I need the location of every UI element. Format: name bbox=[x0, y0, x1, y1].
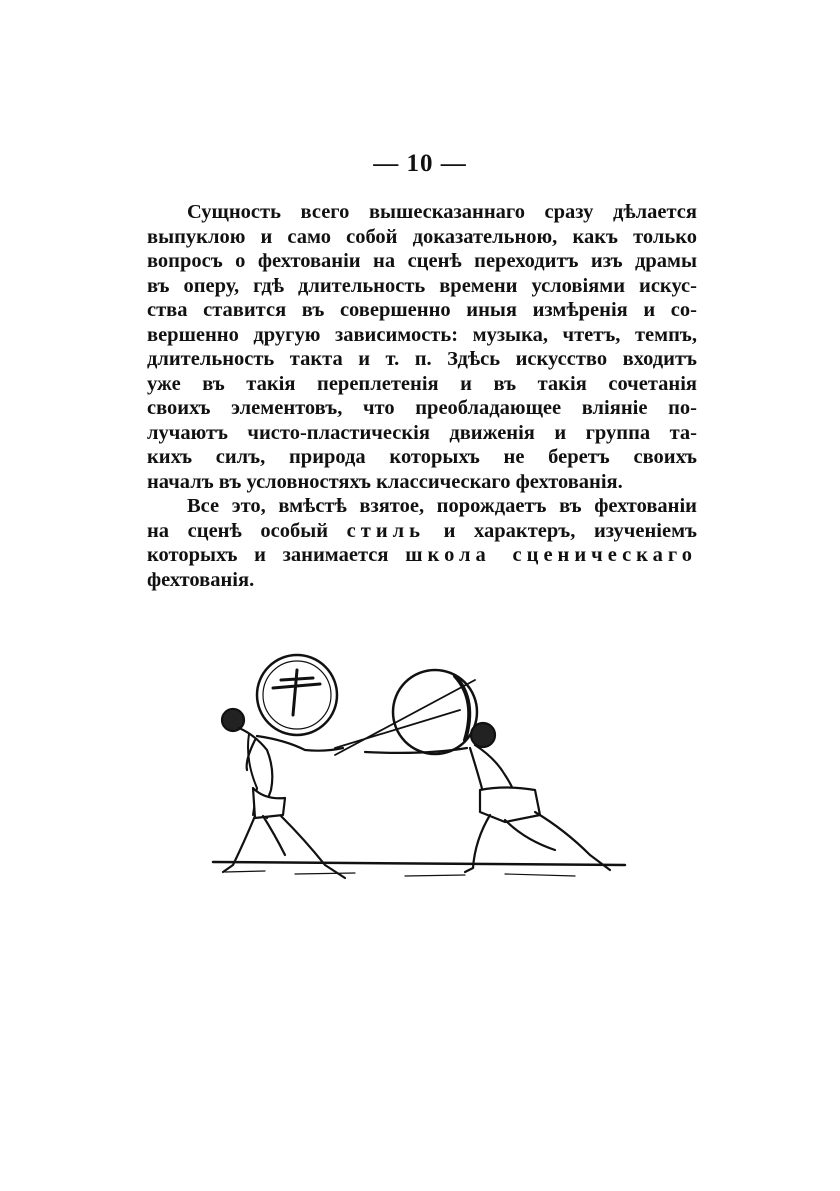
text-line bbox=[147, 543, 697, 568]
left-leg-front bbox=[281, 816, 345, 878]
spaced-term: стиль bbox=[346, 519, 425, 542]
text-line: вопросъ о фехтованіи на сценѣ переходитъ изъ драмы bbox=[147, 250, 697, 272]
text-line: фехтованія. bbox=[147, 568, 255, 591]
text-line: вершенно другую зависимость: музыка, чтетъ, темпъ, bbox=[147, 323, 697, 346]
text-line: длительность такта и т. п. Здѣсь искусство входитъ bbox=[147, 348, 697, 370]
text-line: кихъ силъ, природа которыхъ не беретъ своихъ bbox=[147, 446, 697, 468]
page-number: — 10 — bbox=[373, 150, 467, 177]
text-line: лучаютъ чисто-пластическія движенія и группа та- bbox=[147, 421, 697, 444]
text-line: Сущность всего вышесказаннаго сразу дѣлается bbox=[187, 201, 697, 223]
text-line: въ оперу, гдѣ длительность времени условіями искус- bbox=[147, 274, 697, 297]
spaced-term: школа сценическаго bbox=[405, 544, 697, 566]
ground-hatch bbox=[225, 871, 575, 876]
left-shield bbox=[257, 655, 337, 735]
body-text bbox=[147, 200, 697, 592]
text-line: своихъ элементовъ, что преобладающее вліяніе по- bbox=[147, 397, 697, 419]
text-line: уже въ такія переплетенія и въ такія сочетанія bbox=[147, 372, 697, 395]
right-head bbox=[471, 723, 495, 747]
right-leg-front bbox=[535, 812, 610, 870]
right-sword bbox=[335, 680, 475, 755]
text-run: которыхъ и занимается bbox=[147, 544, 406, 566]
text-line: Все это, вмѣстѣ взятое, порождаетъ въ фехтованіи bbox=[187, 495, 697, 517]
text-line: началъ въ условностяхъ классическаго фехтованія. bbox=[147, 470, 623, 493]
text-run: на сценѣ особый bbox=[147, 519, 347, 542]
paragraph-2 bbox=[147, 494, 697, 592]
text-line bbox=[147, 519, 697, 544]
text-line: выпуклою и само собой доказательною, какъ только bbox=[147, 225, 697, 248]
left-arm bbox=[257, 736, 343, 751]
paragraph-1 bbox=[147, 200, 697, 494]
text-line: ства ставится въ совершенно иныя измѣренія и со- bbox=[147, 299, 697, 321]
ground-line bbox=[213, 862, 625, 865]
fencing-illustration bbox=[205, 640, 635, 910]
left-leg-back bbox=[223, 816, 255, 872]
text-run: и характеръ, изученіемъ bbox=[424, 519, 697, 542]
